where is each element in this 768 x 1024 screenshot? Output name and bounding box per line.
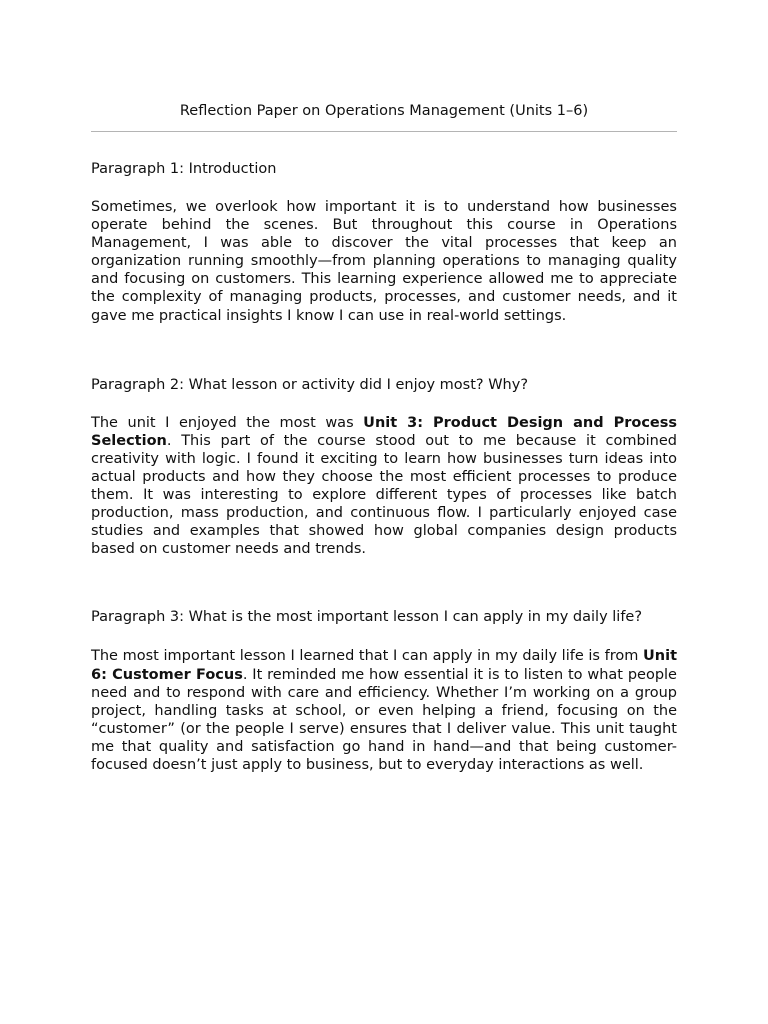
section-body-introduction: Sometimes, we overlook how important it is to understand how businesses operate behind the scenes. But throughout this course in Operations Management, I was able to discover the vital processes that keep an organization running smoothly—from planning operations to managing quality and focusing on customers. This learning experience allowed me to appreciate the complexity of managing products, processes, and customer needs, and it gave me practical insights I know I can use in real-world settings. — [91, 199, 677, 324]
section-body-enjoyed-most — [91, 414, 677, 559]
document-page — [91, 100, 677, 774]
section-heading-daily-life: Paragraph 3: What is the most important lesson I can apply in my daily life? — [91, 609, 643, 626]
section-body-daily-life — [91, 647, 677, 774]
body-text: The unit I enjoyed the most was — [91, 414, 364, 431]
document-title: Reflection Paper on Operations Management (Units 1–6) — [91, 100, 677, 132]
highlighted-unit: Unit 3: Product Design and Process Selection — [91, 414, 678, 449]
body-text: The most important lesson I learned that I can apply in my daily life is from — [91, 648, 643, 665]
highlighted-unit: Unit 6: Customer Focus — [91, 648, 677, 683]
section-heading-introduction: Paragraph 1: Introduction — [91, 161, 277, 177]
body-text: . It reminded me how essential it is to listen to what people need and to respond with care and efficiency. Whether I’m working on a group project, handling tasks at school, or even helping a friend, focusing on the “customer” (or the people I serve) ensures that I deliver value. This unit taught me that quality and satisfaction go hand in hand—and that being customer-focused doesn’t just apply to business, but to everyday interactions as well. — [91, 666, 677, 773]
body-text: . This part of the course stood out to me because it combined creativity with logic. I found it exciting to learn how businesses turn ideas into actual products and how they choose the most efficient processes to produce them. It was interesting to explore different types of processes like batch production, mass production, and continuous flow. I particularly enjoyed case studies and examples that showed how global companies design products based on customer needs and trends. — [91, 432, 677, 558]
section-heading-enjoyed-most: Paragraph 2: What lesson or activity did I enjoy most? Why? — [91, 376, 529, 393]
